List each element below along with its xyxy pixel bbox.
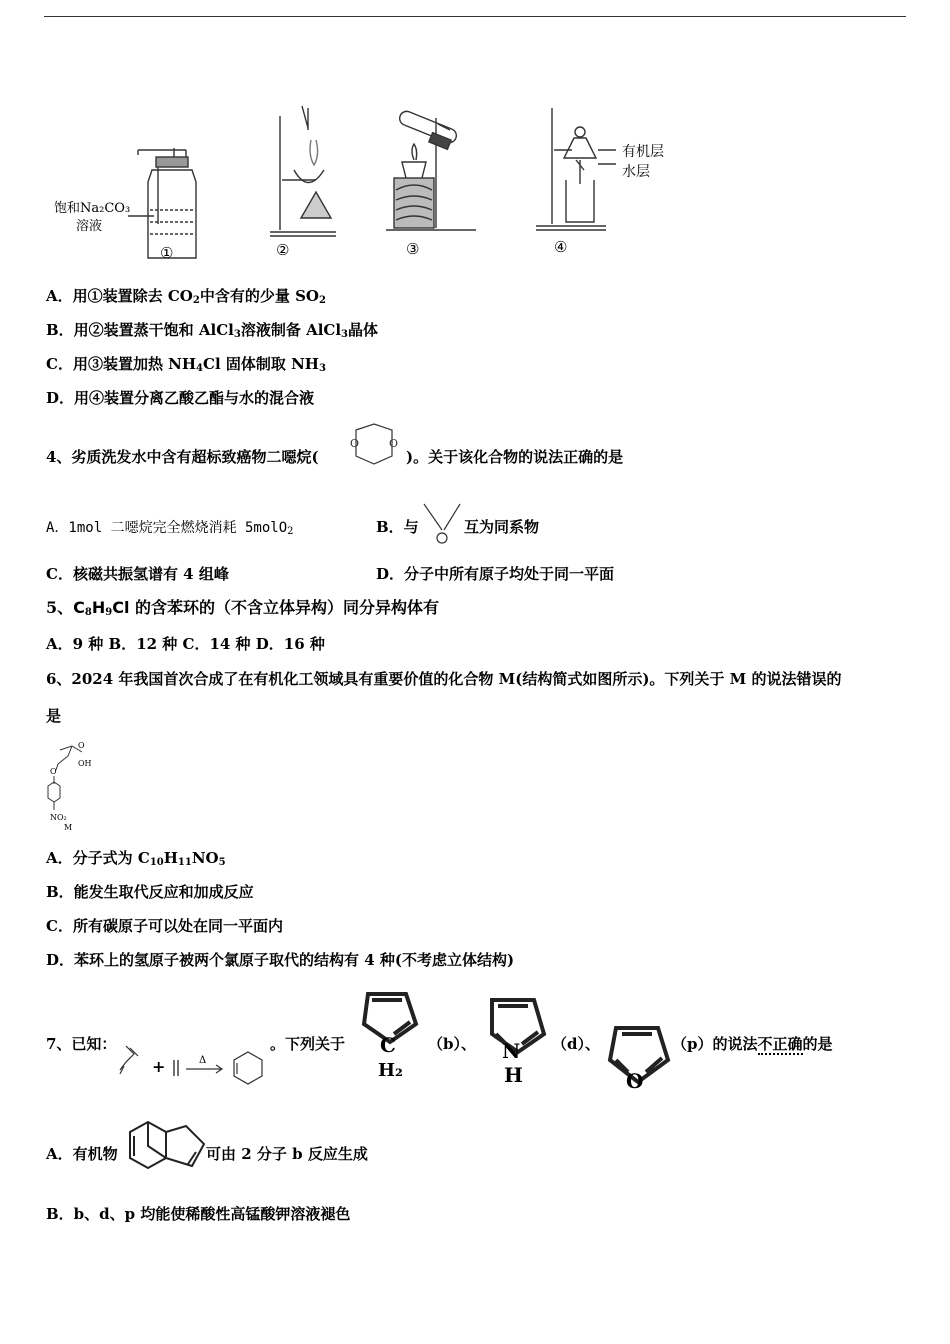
q3-option-b: B．用②装置蒸干饱和 AlCl$_3$溶液制备 AlCl$_3$晶体 <box>46 321 379 340</box>
q7-stem-end: （p）的说法不正确的是 <box>672 1035 833 1053</box>
q7-stem-prefix: 7、已知： <box>46 1035 117 1053</box>
label-1: ① <box>160 244 174 262</box>
plus-sign: + <box>152 1057 166 1076</box>
n-label: N <box>502 1039 521 1063</box>
dioxane-o-left: O <box>350 437 360 450</box>
q5-options: A．9 种 B．12 种 C．14 种 D．16 种 <box>46 635 325 653</box>
separatory-funnel <box>536 108 616 230</box>
evaporating-stand <box>270 106 336 236</box>
q7-option-a-prefix: A．有机物 <box>46 1145 118 1163</box>
q6-stem-line2: 是 <box>46 707 62 725</box>
gas-washing-bottle <box>128 148 196 258</box>
q4-stem-before: 4、劣质洗发水中含有超标致癌物二噁烷( <box>46 448 319 466</box>
compound-m-structure <box>44 738 114 834</box>
q6-option-b: B．能发生取代反应和加成反应 <box>46 883 254 901</box>
h-label: H <box>504 1063 523 1086</box>
header-rule <box>44 16 906 17</box>
struct-o: O <box>78 741 85 750</box>
struct-m: M <box>64 823 73 832</box>
q7-option-b: B．b、d、p 均能使稀酸性高锰酸钾溶液褪色 <box>46 1205 351 1223</box>
q6-stem-line1: 6、2024 年我国首次合成了在有机化工领域具有重要价值的化合物 M(结构简式如图所示)。下列关于 M 的说法错误的 <box>46 670 842 688</box>
q4-option-b-suffix: 互为同系物 <box>464 518 540 536</box>
furan-p <box>604 1018 674 1090</box>
q5-stem: 5、$C_8H_9Cl$ 的含苯环的（不含立体异构）同分异构体有 <box>46 598 440 618</box>
diels-alder-scheme <box>116 1036 276 1096</box>
q6-option-c: C．所有碳原子可以处在同一平面内 <box>46 917 283 935</box>
q4-option-b: B．与 <box>376 518 419 536</box>
bottle-label-line2: 溶液 <box>76 219 103 234</box>
struct-ether-o: O <box>50 767 57 776</box>
q3-option-d: D．用④装置分离乙酸乙酯与水的混合液 <box>46 389 315 407</box>
q3-option-a: A．用①装置除去 $CO_2$中含有的少量 $SO_2$ <box>46 287 326 306</box>
pyrrole-d <box>478 994 552 1086</box>
test-tube-heater <box>386 109 476 230</box>
struct-oh: OH <box>78 759 92 768</box>
q7-label-d: （d）、 <box>552 1035 600 1053</box>
dioxane-structure <box>342 420 412 470</box>
label-4: ④ <box>554 238 568 256</box>
q7-label-b: （b）、 <box>428 1035 476 1053</box>
h2-label: H₂ <box>378 1060 403 1081</box>
q4-option-a: A．1mol 二噁烷完全燃烧消耗 5molO$_2$ <box>46 520 294 537</box>
c-label: C <box>380 1033 396 1057</box>
bottle-label-line1: 饱和Na₂CO₃ <box>54 201 131 216</box>
apparatus-figure <box>46 100 686 265</box>
label-3: ③ <box>406 240 420 258</box>
q4-option-c: C．核磁共振氢谱有 4 组峰 <box>46 565 229 583</box>
q3-option-c: C．用③装置加热 $NH_4Cl$ 固体制取 $NH_3$ <box>46 355 326 374</box>
q6-option-d: D．苯环上的氢原子被两个氯原子取代的结构有 4 种(不考虑立体结构) <box>46 951 515 969</box>
q7-option-a-suffix: 可由 2 分子 b 反应生成 <box>206 1145 368 1163</box>
heat-symbol: Δ <box>199 1055 207 1066</box>
q7-stem-mid: 。下列关于 <box>270 1035 346 1053</box>
cyclopropane-ring-structure <box>420 500 464 550</box>
dioxane-o-right: O <box>389 437 399 450</box>
q4-option-d: D．分子中所有原子均处于同一平面 <box>376 565 615 583</box>
q4-stem-after: )。关于该化合物的说法正确的是 <box>406 448 624 466</box>
q6-option-a: A．分子式为 $C_{10}H_{11}NO_5$ <box>46 849 226 868</box>
cyclopentadiene-b <box>354 988 430 1084</box>
struct-no2: NO₂ <box>50 813 67 822</box>
water-layer-label: 水层 <box>622 164 650 180</box>
label-2: ② <box>276 241 290 259</box>
o-label: O <box>626 1069 644 1090</box>
organic-layer-label: 有机层 <box>622 144 664 160</box>
dicyclopentadiene-structure <box>124 1116 208 1176</box>
